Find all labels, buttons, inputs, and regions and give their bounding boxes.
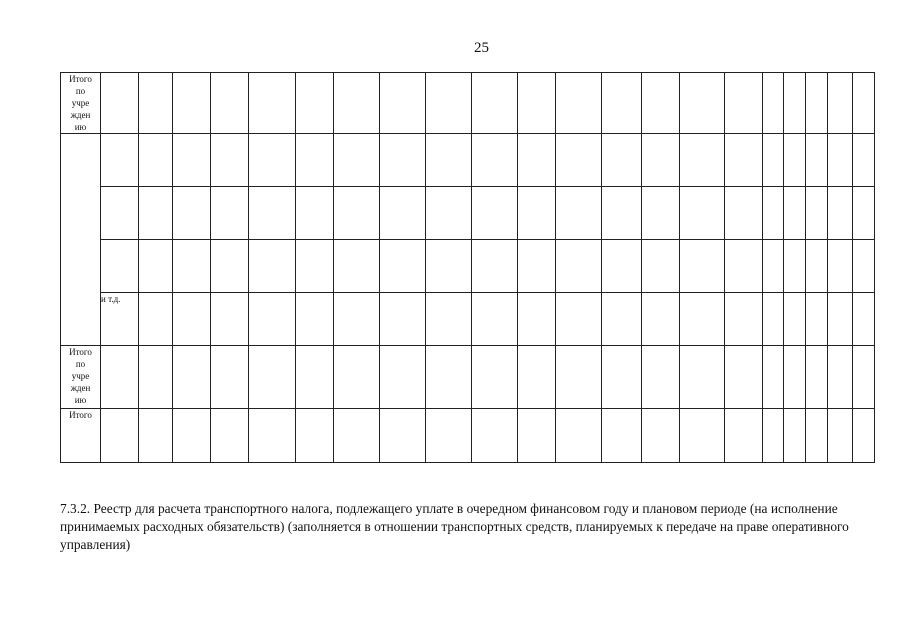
table-cell bbox=[139, 187, 173, 240]
table-cell bbox=[139, 73, 173, 134]
table-cell bbox=[556, 134, 602, 187]
table-cell bbox=[806, 409, 828, 463]
table-cell bbox=[518, 409, 556, 463]
etc-label: и т.д. bbox=[101, 294, 121, 304]
table-cell bbox=[334, 73, 380, 134]
table-cell bbox=[249, 346, 296, 409]
table-cell bbox=[806, 240, 828, 293]
table-cell bbox=[725, 134, 763, 187]
table-cell bbox=[173, 240, 211, 293]
table-cell bbox=[806, 187, 828, 240]
table-cell bbox=[426, 240, 472, 293]
table-row bbox=[61, 187, 875, 240]
table-cell bbox=[680, 409, 725, 463]
table-cell bbox=[828, 73, 853, 134]
table-cell bbox=[211, 293, 249, 346]
table-cell bbox=[380, 293, 426, 346]
table-cell bbox=[725, 346, 763, 409]
table-cell bbox=[853, 187, 875, 240]
row-label: Итого bbox=[61, 409, 101, 463]
table-cell bbox=[211, 409, 249, 463]
table-cell bbox=[853, 293, 875, 346]
table-cell bbox=[296, 346, 334, 409]
table-cell bbox=[296, 187, 334, 240]
table-cell bbox=[472, 134, 518, 187]
table-cell bbox=[642, 240, 680, 293]
table-cell bbox=[173, 346, 211, 409]
table-cell bbox=[472, 293, 518, 346]
table-cell bbox=[642, 293, 680, 346]
table-cell bbox=[380, 346, 426, 409]
table-row bbox=[61, 409, 875, 463]
table-cell bbox=[296, 134, 334, 187]
table-cell bbox=[680, 187, 725, 240]
table-cell bbox=[806, 73, 828, 134]
table-cell bbox=[853, 134, 875, 187]
table-cell bbox=[518, 187, 556, 240]
table-cell bbox=[784, 134, 806, 187]
table-cell bbox=[211, 240, 249, 293]
table-cell bbox=[296, 240, 334, 293]
table-cell bbox=[139, 240, 173, 293]
table-row bbox=[61, 346, 875, 409]
table-cell bbox=[725, 293, 763, 346]
table-cell bbox=[101, 134, 139, 187]
table-cell bbox=[426, 346, 472, 409]
table-cell bbox=[173, 134, 211, 187]
table-cell bbox=[472, 73, 518, 134]
table-cell bbox=[763, 73, 784, 134]
table-cell bbox=[784, 240, 806, 293]
table-cell bbox=[784, 187, 806, 240]
table-cell bbox=[725, 240, 763, 293]
table-row bbox=[61, 293, 875, 346]
table-cell bbox=[249, 187, 296, 240]
table-cell bbox=[806, 293, 828, 346]
row-label: Итого по учре жден ию bbox=[61, 73, 101, 134]
table-cell bbox=[763, 346, 784, 409]
table-cell bbox=[380, 187, 426, 240]
table-cell bbox=[680, 73, 725, 134]
table-cell bbox=[101, 293, 139, 346]
table-cell bbox=[426, 73, 472, 134]
table-cell bbox=[725, 73, 763, 134]
table-cell bbox=[680, 346, 725, 409]
table-cell bbox=[211, 134, 249, 187]
table-cell bbox=[334, 187, 380, 240]
table-cell bbox=[680, 134, 725, 187]
table-cell bbox=[173, 293, 211, 346]
table-cell bbox=[853, 409, 875, 463]
table-cell bbox=[173, 73, 211, 134]
table-cell bbox=[602, 409, 642, 463]
table-row bbox=[61, 73, 875, 134]
table-cell bbox=[602, 240, 642, 293]
table-cell bbox=[472, 187, 518, 240]
table-cell bbox=[642, 346, 680, 409]
table-cell bbox=[472, 240, 518, 293]
table-cell bbox=[249, 134, 296, 187]
table-cell bbox=[211, 346, 249, 409]
table-cell bbox=[211, 187, 249, 240]
table-cell bbox=[828, 134, 853, 187]
table-cell bbox=[334, 240, 380, 293]
table-cell bbox=[763, 187, 784, 240]
table-cell bbox=[725, 187, 763, 240]
table-cell bbox=[296, 73, 334, 134]
table-cell bbox=[139, 409, 173, 463]
table-cell bbox=[828, 293, 853, 346]
table-cell bbox=[763, 293, 784, 346]
table-cell bbox=[556, 409, 602, 463]
table-cell bbox=[853, 73, 875, 134]
table-cell bbox=[725, 409, 763, 463]
table-cell bbox=[139, 293, 173, 346]
table-cell bbox=[518, 346, 556, 409]
table-cell bbox=[101, 346, 139, 409]
table-cell bbox=[602, 187, 642, 240]
table-cell bbox=[602, 346, 642, 409]
table-cell bbox=[139, 346, 173, 409]
table-cell bbox=[139, 134, 173, 187]
table-cell bbox=[426, 134, 472, 187]
table-cell bbox=[828, 187, 853, 240]
table-cell bbox=[763, 409, 784, 463]
table-cell bbox=[101, 240, 139, 293]
table-cell bbox=[784, 293, 806, 346]
table-cell bbox=[602, 73, 642, 134]
table-cell bbox=[784, 409, 806, 463]
table-row bbox=[61, 134, 875, 187]
table-cell bbox=[518, 293, 556, 346]
table-cell bbox=[101, 73, 139, 134]
table-cell bbox=[472, 346, 518, 409]
table-cell bbox=[763, 134, 784, 187]
table-row bbox=[61, 240, 875, 293]
table-cell bbox=[296, 409, 334, 463]
section-heading: 7.3.2. Реестр для расчета транспортного налога, подлежащего уплате в очередном финансовом году и плановом периоде (на исполнение принимаемых расходных обязательств) (заполняется в отношении транспортных средств, планируемых к передаче на праве оперативного управления) bbox=[60, 501, 849, 552]
table-cell bbox=[334, 293, 380, 346]
table-cell bbox=[334, 409, 380, 463]
table-cell bbox=[249, 409, 296, 463]
table-cell bbox=[518, 73, 556, 134]
table-cell bbox=[556, 293, 602, 346]
table-cell bbox=[680, 240, 725, 293]
table-cell bbox=[101, 187, 139, 240]
table-cell bbox=[101, 409, 139, 463]
table-cell bbox=[426, 293, 472, 346]
table-cell bbox=[828, 346, 853, 409]
table-cell bbox=[426, 409, 472, 463]
table-cell bbox=[602, 134, 642, 187]
table-cell bbox=[853, 346, 875, 409]
table-cell bbox=[806, 134, 828, 187]
table-cell bbox=[642, 134, 680, 187]
table-cell bbox=[642, 187, 680, 240]
table-cell bbox=[642, 409, 680, 463]
table-cell bbox=[380, 134, 426, 187]
table-cell bbox=[249, 293, 296, 346]
table-cell bbox=[642, 73, 680, 134]
table-cell bbox=[249, 73, 296, 134]
table-cell bbox=[806, 346, 828, 409]
table-cell bbox=[61, 134, 101, 346]
page-number: 25 bbox=[474, 40, 489, 56]
table-cell bbox=[853, 240, 875, 293]
table-cell bbox=[334, 134, 380, 187]
table-cell bbox=[380, 240, 426, 293]
table-cell bbox=[380, 409, 426, 463]
table-cell bbox=[602, 293, 642, 346]
table-cell bbox=[334, 346, 380, 409]
table-cell bbox=[173, 187, 211, 240]
table-cell bbox=[556, 346, 602, 409]
table-cell bbox=[556, 187, 602, 240]
table-cell bbox=[472, 409, 518, 463]
table-cell bbox=[211, 73, 249, 134]
table-cell bbox=[828, 409, 853, 463]
register-table bbox=[60, 72, 875, 463]
table-cell bbox=[680, 293, 725, 346]
table-cell bbox=[784, 73, 806, 134]
table-cell bbox=[518, 240, 556, 293]
table-cell bbox=[249, 240, 296, 293]
table-cell bbox=[556, 73, 602, 134]
table-cell bbox=[296, 293, 334, 346]
table-cell bbox=[828, 240, 853, 293]
table-cell bbox=[173, 409, 211, 463]
table-cell bbox=[784, 346, 806, 409]
table-cell bbox=[763, 240, 784, 293]
row-label: Итого по учре жден ию bbox=[61, 346, 101, 409]
table-cell bbox=[556, 240, 602, 293]
table-cell bbox=[426, 187, 472, 240]
table-cell bbox=[518, 134, 556, 187]
table-cell bbox=[380, 73, 426, 134]
